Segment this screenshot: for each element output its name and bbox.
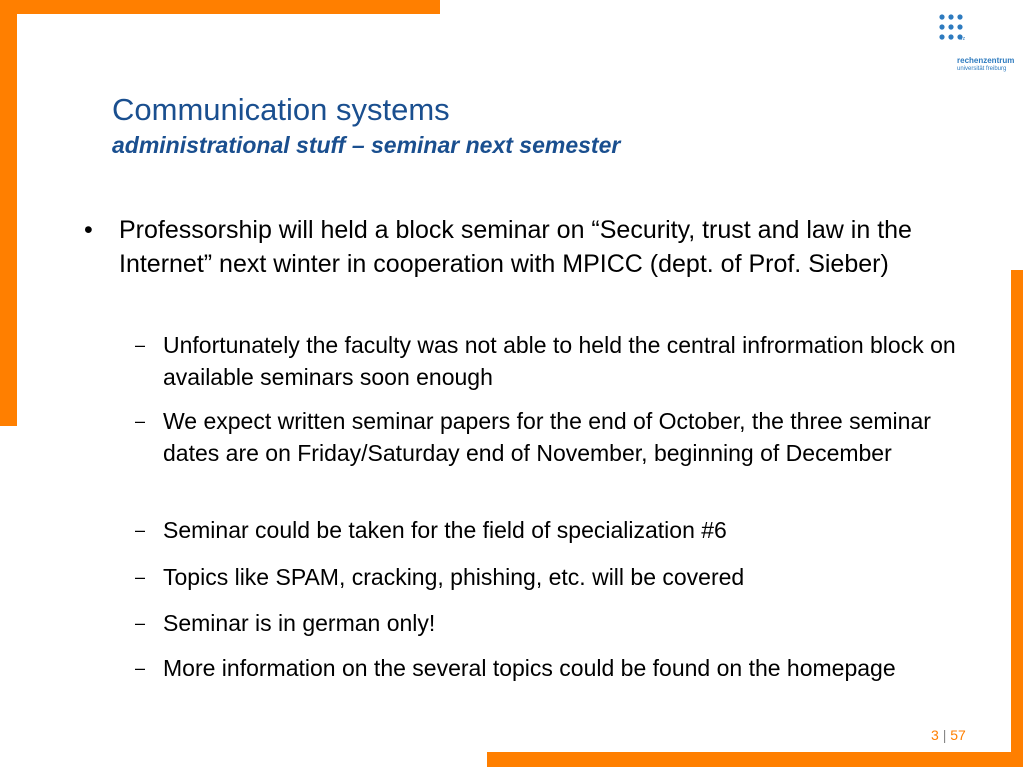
subbullet-text: Seminar is in german only! xyxy=(163,610,436,636)
subbullet-text: Topics like SPAM, cracking, phishing, etc. will be covered xyxy=(163,564,745,590)
subbullet-text: Unfortunately the faculty was not able to held the central infrormation block on available seminars soon enough xyxy=(163,332,956,390)
slide-subtitle: administrational stuff – seminar next semester xyxy=(112,132,621,158)
subbullet-marker: – xyxy=(135,411,146,431)
main-bullet-text: Professorship will held a block seminar on “Security, trust and law in the Internet” next winter in cooperation with MPICC (dept. of Prof. Sieber) xyxy=(119,216,912,278)
subbullet-text: Seminar could be taken for the field of specialization #6 xyxy=(163,517,727,543)
subbullet-marker: – xyxy=(135,567,146,587)
subbullet-marker: – xyxy=(135,520,146,540)
subbullet-text: More information on the several topics could be found on the homepage xyxy=(163,655,896,681)
subbullet-text: We expect written seminar papers for the end of October, the three seminar dates are on Friday/Saturday end of November, beginning of December xyxy=(163,408,931,466)
subbullet-marker: – xyxy=(135,613,146,633)
slide-title: Communication systems xyxy=(112,92,450,127)
subbullet-marker: – xyxy=(135,658,146,678)
page-number xyxy=(931,727,966,743)
page-total: 57 xyxy=(950,727,966,743)
bullet-marker: • xyxy=(84,216,93,244)
page-separator: | xyxy=(942,727,947,743)
logo-subtitle: universität freiburg xyxy=(957,66,1007,72)
logo-rz-label: rz xyxy=(961,36,966,42)
logo-name: rechenzentrum xyxy=(957,56,1015,65)
subbullet-marker: – xyxy=(135,335,146,355)
page-current: 3 xyxy=(931,727,939,743)
